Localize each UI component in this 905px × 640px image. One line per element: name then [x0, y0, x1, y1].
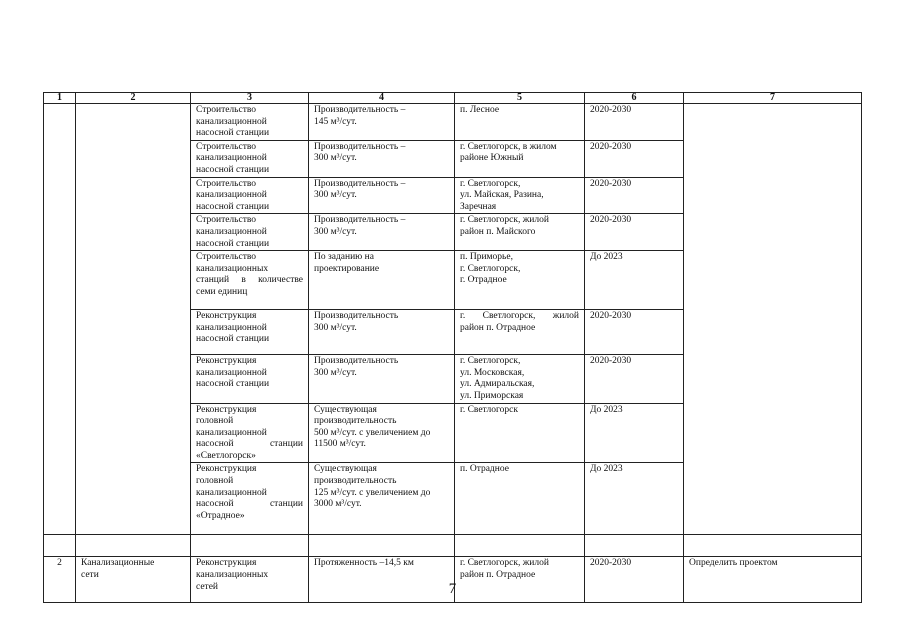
capacity-cell-line: 500 м³/сут. с увеличением до — [314, 427, 431, 438]
location-cell — [455, 310, 585, 355]
location-cell-line: г. Светлогорск, жилой — [460, 558, 549, 569]
capacity-cell-line: Производительность – — [314, 141, 406, 152]
work-type-cell-line: насосной станции — [196, 499, 303, 510]
capacity-cell-line: Протяженность –14,5 км — [314, 558, 414, 569]
work-type-cell-line: канализационной — [196, 190, 267, 201]
location-cell-line: г. Светлогорск, — [460, 356, 521, 367]
work-type-cell-line: Реконструкция — [196, 356, 257, 367]
location-cell-line: ул. Московская, — [460, 367, 525, 378]
table-body — [44, 93, 862, 603]
location-cell — [455, 463, 585, 535]
column-header: 3 — [191, 93, 309, 104]
period-cell: До 2023 — [585, 251, 684, 310]
work-type-cell-line: насосной станции — [196, 201, 270, 212]
work-type-cell-line: головной — [196, 476, 234, 487]
spacer-cell — [455, 535, 585, 557]
work-type-cell-line: канализационной — [196, 226, 267, 237]
location-cell-line: ул. Майская, Разина, — [460, 190, 544, 201]
spacer-cell — [585, 535, 684, 557]
capacity-cell-line: производительность — [314, 476, 397, 487]
location-cell-line: ул. Адмиральская, — [460, 379, 535, 390]
work-type-cell-line: Реконструкция — [196, 464, 257, 475]
number-cell — [44, 104, 76, 535]
capacity-cell — [309, 355, 455, 403]
object-cell — [76, 104, 191, 535]
column-header: 1 — [44, 93, 76, 104]
work-type-cell-line: канализационной — [196, 116, 267, 127]
spacer-cell — [76, 535, 191, 557]
column-header: 6 — [585, 93, 684, 104]
header-row — [44, 93, 862, 104]
capacity-cell-line: 145 м³/сут. — [314, 116, 357, 127]
work-type-cell-line: канализационных — [196, 263, 269, 274]
capacity-cell-line: 300 м³/сут. — [314, 367, 357, 378]
capacity-cell — [309, 214, 455, 251]
period-cell: 2020-2030 — [585, 310, 684, 355]
work-type-cell-line: Строительство — [196, 141, 257, 152]
location-cell — [455, 355, 585, 403]
location-cell-line: Заречная — [460, 201, 497, 212]
object-cell-line: Канализационные — [81, 558, 155, 569]
period-cell: До 2023 — [585, 403, 684, 463]
location-cell-line: г. Светлогорск, в жилом — [460, 141, 557, 152]
capacity-cell-line: 300 м³/сут. — [314, 226, 357, 237]
capacity-cell — [309, 463, 455, 535]
work-type-cell-line: насосной станции — [196, 379, 270, 390]
location-cell-line: п. Лесное — [460, 105, 500, 115]
work-type-cell-line: канализационных — [196, 570, 269, 581]
work-type-cell — [191, 214, 309, 251]
capacity-cell — [309, 403, 455, 463]
work-type-cell-line: семи единиц — [196, 286, 248, 297]
location-cell-line: ул. Приморская — [460, 390, 524, 401]
location-cell-line: г. Светлогорск, жилой — [460, 215, 549, 226]
column-header: 5 — [455, 93, 585, 104]
location-cell-line: п. Приморье, — [460, 252, 513, 263]
location-cell — [455, 177, 585, 214]
column-header: 2 — [76, 93, 191, 104]
period-cell: 2020-2030 — [585, 214, 684, 251]
location-cell-line: п. Отрадное — [460, 464, 509, 475]
work-type-cell-line: канализационной — [196, 322, 267, 333]
work-type-cell-line: головной — [196, 416, 234, 427]
spacer-cell — [44, 535, 76, 557]
note-cell — [684, 104, 862, 535]
capacity-cell-line: 300 м³/сут. — [314, 153, 357, 164]
work-type-cell-line: канализационной — [196, 367, 267, 378]
table-row — [44, 104, 862, 141]
location-cell — [455, 214, 585, 251]
work-type-cell-line: станций в количестве — [196, 275, 303, 286]
work-type-cell-line: Строительство — [196, 215, 257, 226]
capacity-cell — [309, 251, 455, 310]
capacity-cell-line: Производительность – — [314, 215, 406, 226]
period-cell: 2020-2030 — [585, 557, 684, 603]
work-type-cell-line: насосной станции — [196, 334, 270, 345]
work-type-cell-line: Реконструкция — [196, 311, 257, 322]
location-cell-line: районе Южный — [460, 153, 524, 164]
work-type-cell — [191, 177, 309, 214]
location-cell-line: г. Светлогорск, — [460, 178, 521, 189]
capacity-cell-line: Производительность — [314, 311, 399, 322]
period-cell: 2020-2030 — [585, 104, 684, 141]
capacity-cell — [309, 310, 455, 355]
work-type-cell — [191, 463, 309, 535]
page-number: 7 — [448, 581, 457, 597]
capacity-cell-line: 11500 м³/сут. — [314, 439, 366, 450]
capacity-cell-line: 3000 м³/сут. — [314, 499, 362, 510]
work-type-cell-line: насосной станции — [196, 128, 270, 139]
period-cell: 2020-2030 — [585, 177, 684, 214]
capacity-cell — [309, 140, 455, 177]
column-header: 4 — [309, 93, 455, 104]
work-type-cell-line: Реконструкция — [196, 558, 257, 569]
work-type-cell-line: Строительство — [196, 105, 257, 115]
work-type-cell-line: канализационной — [196, 487, 267, 498]
capacity-cell-line: 300 м³/сут. — [314, 190, 357, 201]
location-cell-line: район п. Отрадное — [460, 322, 536, 333]
location-cell — [455, 251, 585, 310]
location-cell — [455, 140, 585, 177]
location-cell-line: район п. Майского — [460, 226, 536, 237]
work-type-cell — [191, 355, 309, 403]
number-cell: 2 — [44, 557, 76, 603]
period-cell: До 2023 — [585, 463, 684, 535]
capacity-cell-line: Производительность – — [314, 178, 406, 189]
capacity-cell — [309, 104, 455, 141]
spacer-cell — [309, 535, 455, 557]
column-header: 7 — [684, 93, 862, 104]
work-type-cell-line: насосной станции — [196, 164, 270, 175]
spacer-row — [44, 535, 862, 557]
spacer-cell — [191, 535, 309, 557]
spacer-cell — [684, 535, 862, 557]
location-cell-line: г. Отрадное — [460, 275, 507, 286]
location-cell-line: г. Светлогорск, — [460, 263, 521, 274]
capacity-cell-line: производительность — [314, 416, 397, 427]
work-type-cell — [191, 104, 309, 141]
work-type-cell-line: канализационной — [196, 427, 267, 438]
period-cell: 2020-2030 — [585, 355, 684, 403]
work-type-cell-line: Строительство — [196, 178, 257, 189]
work-type-cell-line: сетей — [196, 581, 219, 592]
work-type-cell-line: канализационной — [196, 153, 267, 164]
capacity-cell-line: 300 м³/сут. — [314, 322, 357, 333]
work-type-cell-line: насосной станции — [196, 439, 303, 450]
object-cell-line: сети — [81, 570, 99, 581]
work-type-cell-line: Реконструкция — [196, 404, 257, 415]
work-type-cell-line: насосной станции — [196, 238, 270, 249]
location-cell — [455, 403, 585, 463]
work-type-cell-line: «Отрадное» — [196, 510, 245, 521]
capacity-cell-line: 125 м³/сут. с увеличением до — [314, 487, 431, 498]
work-type-cell-line: Строительство — [196, 252, 257, 263]
work-type-cell — [191, 140, 309, 177]
location-cell-line: район п. Отрадное — [460, 570, 536, 581]
work-type-cell-line: «Светлогорск» — [196, 450, 256, 461]
location-cell — [455, 104, 585, 141]
work-type-cell — [191, 310, 309, 355]
location-cell-line: г. Светлогорск, жилой — [460, 311, 579, 322]
work-type-cell — [191, 251, 309, 310]
capacity-cell-line: Производительность — [314, 356, 399, 367]
capacity-cell — [309, 177, 455, 214]
works-table — [43, 92, 862, 603]
capacity-cell-line: проектирование — [314, 263, 380, 274]
capacity-cell-line: Существующая — [314, 404, 377, 415]
capacity-cell-line: Производительность – — [314, 105, 406, 115]
location-cell-line: г. Светлогорск — [460, 404, 518, 415]
capacity-cell-line: Существующая — [314, 464, 377, 475]
capacity-cell-line: По заданию на — [314, 252, 374, 263]
period-cell: 2020-2030 — [585, 140, 684, 177]
note-cell: Определить проектом — [684, 557, 862, 603]
work-type-cell — [191, 403, 309, 463]
